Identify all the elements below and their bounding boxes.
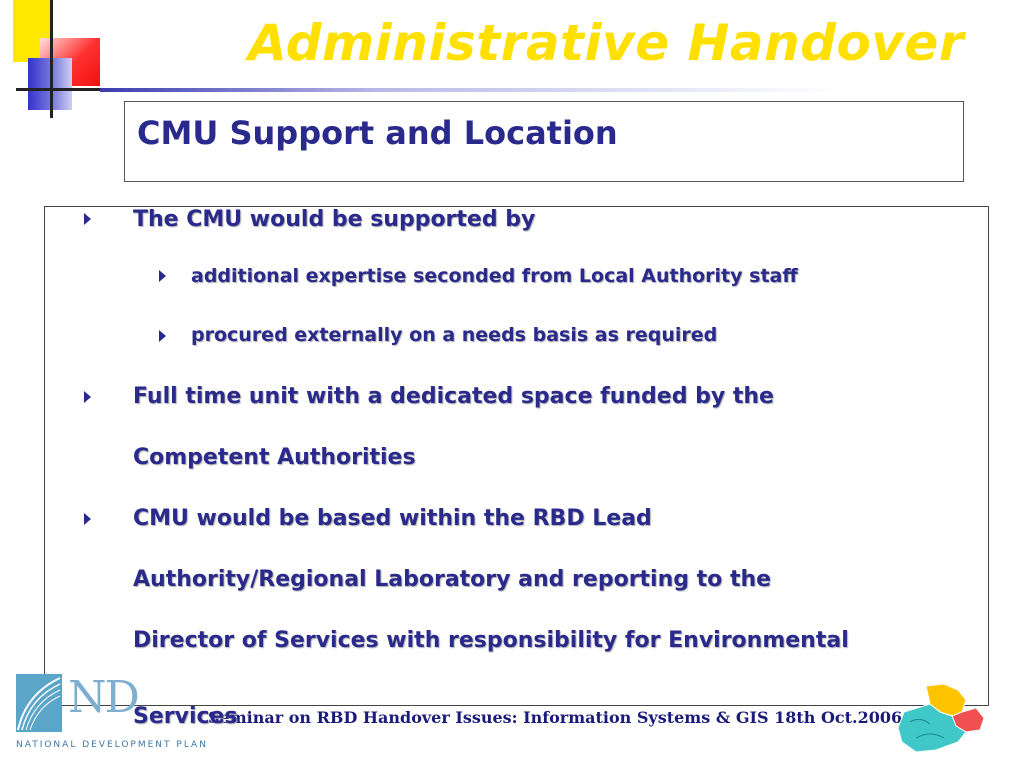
- corner-vertical-line: [50, 0, 53, 118]
- bullet-1-sub-1: additional expertise seconded from Local Authority staff: [191, 265, 798, 287]
- bullet-arrow-icon: [84, 213, 91, 225]
- corner-horizontal-line: [16, 88, 106, 91]
- content-box: [44, 206, 989, 706]
- bullet-3-line-3: Director of Services with responsibility for Environmental: [133, 628, 849, 653]
- footer-text: Seminar on RBD Handover Issues: Information Systems & GIS 18th Oct.2006: [208, 708, 903, 727]
- title-underline-bar: [100, 88, 1024, 92]
- bullet-2-line-2: Competent Authorities: [133, 445, 416, 470]
- ndp-logo-mark-icon: [16, 674, 62, 732]
- bullet-1: The CMU would be supported by: [133, 207, 536, 232]
- bullet-3-line-2: Authority/Regional Laboratory and reporting to the: [133, 567, 772, 592]
- ndp-logo-caption: NATIONAL DEVELOPMENT PLAN: [16, 740, 208, 750]
- subtitle-box: [124, 101, 964, 182]
- slide-subtitle: CMU Support and Location: [137, 114, 618, 152]
- bullet-3-line-1: CMU would be based within the RBD Lead: [133, 506, 652, 531]
- slide-title: Administrative Handover: [248, 14, 964, 72]
- sub-bullet-arrow-icon: [159, 270, 166, 282]
- bullet-2-line-1: Full time unit with a dedicated space funded by the: [133, 384, 774, 409]
- bullet-arrow-icon: [84, 391, 91, 403]
- bullet-3-line-4: Services: [133, 704, 238, 729]
- ireland-map-icon: [896, 682, 986, 754]
- bullet-arrow-icon: [84, 513, 91, 525]
- bullet-1-sub-2: procured externally on a needs basis as required: [191, 324, 718, 346]
- ndp-logo-letters: ND: [68, 672, 138, 723]
- sub-bullet-arrow-icon: [159, 330, 166, 342]
